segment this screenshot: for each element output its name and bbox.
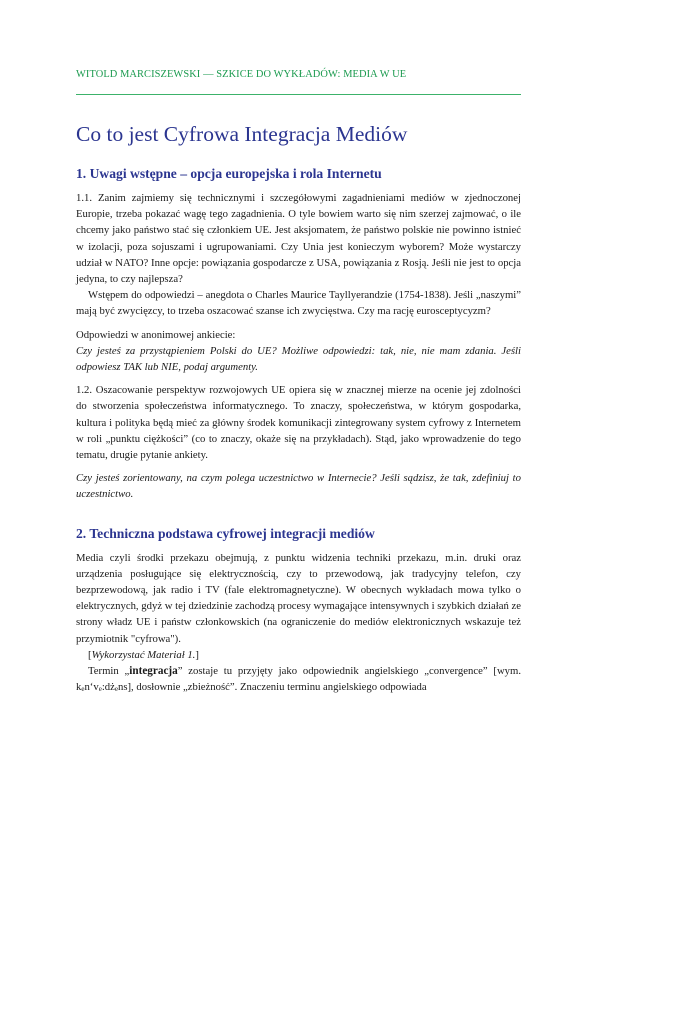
paragraph-media: Media czyli środki przekazu obejmują, z punktu widzenia techniki przekazu, m.in. druki oraz urządzenia posługujące się elektrycznością, czy to przewodową, jak tradycyjny telefon, czy bezprzewodową, jak radio i TV (fale elektromagnetyczne). W obecnych wykładach mowa tylko o elektrycznych, gdyż w tej dziedzinie zachodzą procesy wymagające intensywnych i szybkich działań ze strony władz UE i państw członkowskich (na ograniczenie do mediów elektronicznych wskazuje też przymiotnik "cyfrowa"). <box>76 551 521 645</box>
bracket-close: ] <box>195 648 199 661</box>
survey-question-2: Czy jesteś zorientowany, na czym polega uczestnictwo w Internecie? Jeśli sądzisz, że tak, zdefiniuj to uczestnictwo. <box>76 472 521 501</box>
paragraph-survey-intro: Odpowiedzi w anonimowej ankiecie: <box>76 328 236 341</box>
phonetic-subscript: e <box>98 685 102 694</box>
survey-question-1: Czy jesteś za przystąpieniem Polski do UE? Możliwe odpowiedzi: tak, nie, nie mam zdania. Jeśli odpowiesz TAK lub NIE, podaj argumenty. <box>76 344 521 374</box>
term-integracja: integracja <box>129 665 178 678</box>
paragraph-material-ref <box>76 647 521 663</box>
text-part: n‘v <box>84 681 99 694</box>
paragraph-anecdote: Wstępem do odpowiedzi – anegdota o Charles Maurice Tayllyerandzie (1754-1838). Jeśli „naszymi” mają być zwycięzcy, to trzeba oszacować szanse ich zwycięstwa. Czy ma rację eurosceptycyzm? <box>76 289 521 318</box>
paragraph-1-2: 1.2. Oszacowanie perspektyw rozwojowych UE opiera się w znacznej mierze na ocenie jej zdolności do stworzenia społeczeństwa informatycznego. To znaczy, społeczeństwa, w którym gospodarka, kultura i polityka będą mieć za główny środek komunikacji zintegrowany system cyfrowy z Internetem w roli „punktu ciężkości” (co to znaczy, okaże się na przykładach). Stąd, jako wprowadzenie do tego tematu, drugie pytanie ankiety. <box>76 384 521 462</box>
section-heading-2: 2. Techniczna podstawa cyfrowej integracji mediów <box>76 525 375 541</box>
text-part: ” zostaje tu przyjęty jako odpowiednik angielskiego „convergence” [wym. k <box>76 665 521 694</box>
material-reference: Wykorzystać Materiał 1. <box>91 648 196 661</box>
paragraph-1-1: 1.1. Zanim zajmiemy się technicznymi i szczegółowymi zagadnieniami mediów w zjednoczonej Europie, trzeba pokazać wagę tego zagadnienia. O tyle bowiem warto się nim szerzej zajmować, o ile chcemy jako państwo stać się członkiem UE. Jest aksjomatem, że państwo polskie nie powinno istnieć w izolacji, poza sojuszami i ugrupowaniami. Czy Unia jest konieczym wyborem? Może wystarczy udział w NATO? Inne opcje: powiązania gospodarcze z USA, powiązania z Rosją. Jeśli nie jest to opcja jedyna, to czy najlepsza? <box>76 192 521 286</box>
text-part: :dż <box>101 681 115 694</box>
paragraph-term-integration <box>76 663 521 697</box>
section-heading-1: 1. Uwagi wstępne – opcja europejska i rola Internetu <box>76 166 382 181</box>
phonetic-subscript: e <box>114 685 118 694</box>
bracket-open: [ <box>88 648 92 661</box>
text-part: Termin „ <box>88 665 130 678</box>
text-part: ns], dosłownie „zbieżność”. Znaczeniu terminu angielskiego odpowiada <box>117 681 427 694</box>
page-title: Co to jest Cyfrowa Integracja Mediów <box>76 122 408 146</box>
running-head: WITOLD MARCISZEWSKI — SZKICE DO WYKŁADÓW: MEDIA W UE <box>76 68 521 95</box>
phonetic-subscript: e <box>81 685 85 694</box>
page-content <box>76 68 521 697</box>
